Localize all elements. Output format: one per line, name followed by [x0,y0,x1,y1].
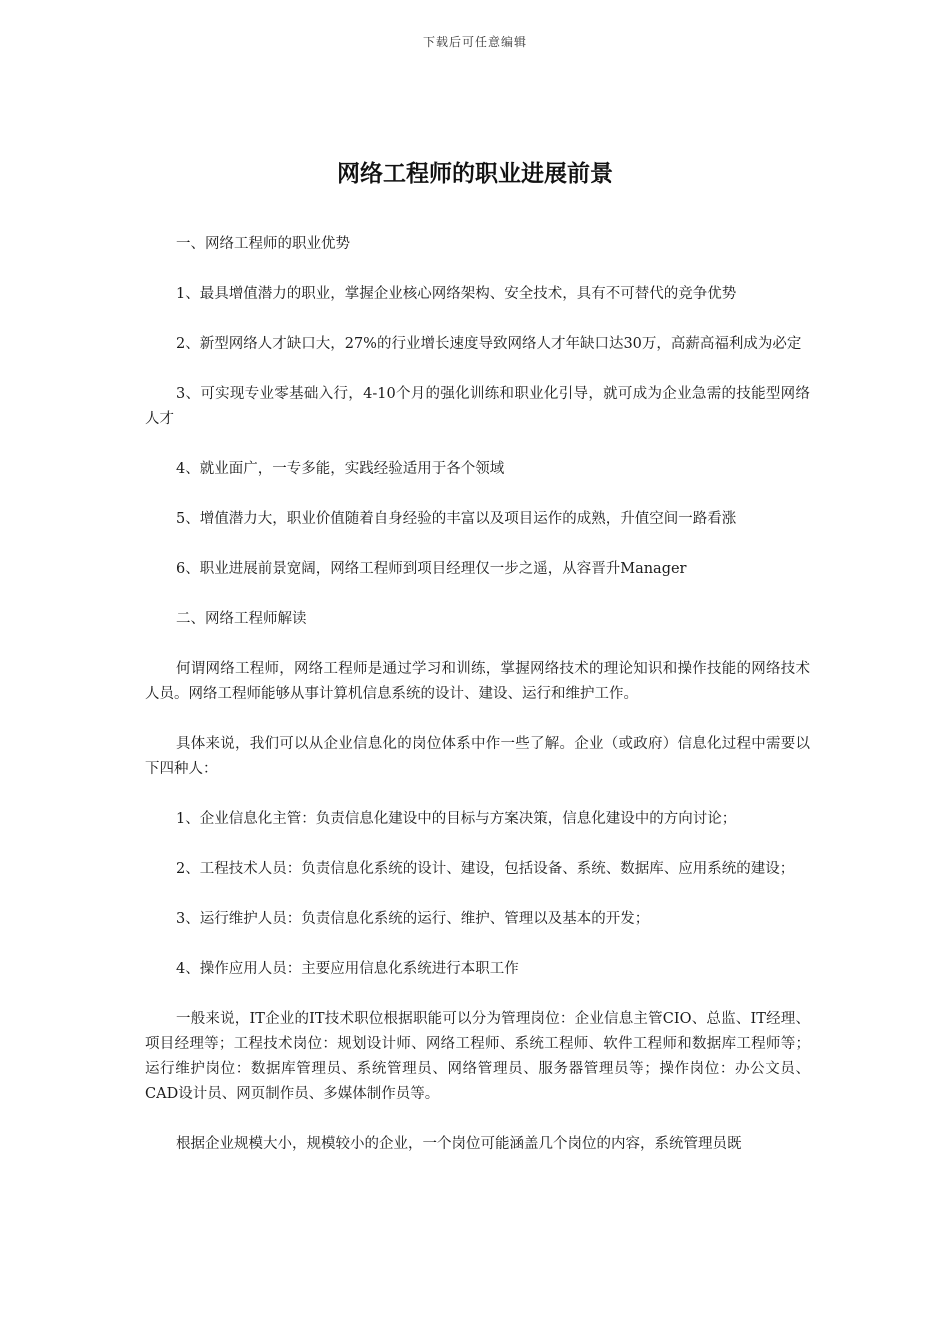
paragraph: 5、增值潜力大，职业价值随着自身经验的丰富以及项目运作的成熟，升值空间一路看涨 [176,511,737,527]
paragraph: 6、职业进展前景宽阔，网络工程师到项目经理仅一步之遥，从容晋升Manager [176,561,687,577]
paragraph: 3、可实现专业零基础入行，4-10个月的强化训练和职业化引导，就可成为企业急需的技能型网络人才 [145,386,810,427]
paragraph: 2、工程技术人员：负责信息化系统的设计、建设，包括设备、系统、数据库、应用系统的建设； [176,861,795,877]
paragraph: 3、运行维护人员：负责信息化系统的运行、维护、管理以及基本的开发； [176,911,650,927]
paragraph: 具体来说，我们可以从企业信息化的岗位体系中作一些了解。企业（或政府）信息化过程中需要以下四种人： [145,736,810,777]
paragraph: 4、就业面广，一专多能，实践经验适用于各个领域 [176,461,505,477]
header-note: 下载后可任意编辑 [422,35,527,49]
document-body [145,232,810,1182]
paragraph: 4、操作应用人员：主要应用信息化系统进行本职工作 [176,961,519,977]
paragraph: 一般来说，IT企业的IT技术职位根据职能可以分为管理岗位：企业信息主管CIO、总监、IT经理、项目经理等；工程技术岗位：规划设计师、网络工程师、系统工程师、软件工程师和数据库工程师等；运行维护岗位：数据库管理员、系统管理员、网络管理员、服务器管理员等；操作岗位：办公文员、CAD设计员、网页制作员、多媒体制作员等。 [145,1011,810,1102]
paragraph: 根据企业规模大小，规模较小的企业，一个岗位可能涵盖几个岗位的内容，系统管理员既 [176,1136,742,1152]
paragraph: 2、新型网络人才缺口大，27%的行业增长速度导致网络人才年缺口达30万，高薪高福利成为必定 [176,336,802,352]
section-heading-interpretation: 二、网络工程师解读 [176,611,307,627]
paragraph: 1、企业信息化主管：负责信息化建设中的目标与方案决策，信息化建设中的方向讨论； [176,811,737,827]
document-title: 网络工程师的职业进展前景 [337,160,613,187]
paragraph: 何谓网络工程师，网络工程师是通过学习和训练，掌握网络技术的理论知识和操作技能的网络技术人员。网络工程师能够从事计算机信息系统的设计、建设、运行和维护工作。 [145,661,810,702]
paragraph: 1、最具增值潜力的职业，掌握企业核心网络架构、安全技术，具有不可替代的竞争优势 [176,286,737,302]
section-heading-advantages: 一、网络工程师的职业优势 [176,236,350,252]
